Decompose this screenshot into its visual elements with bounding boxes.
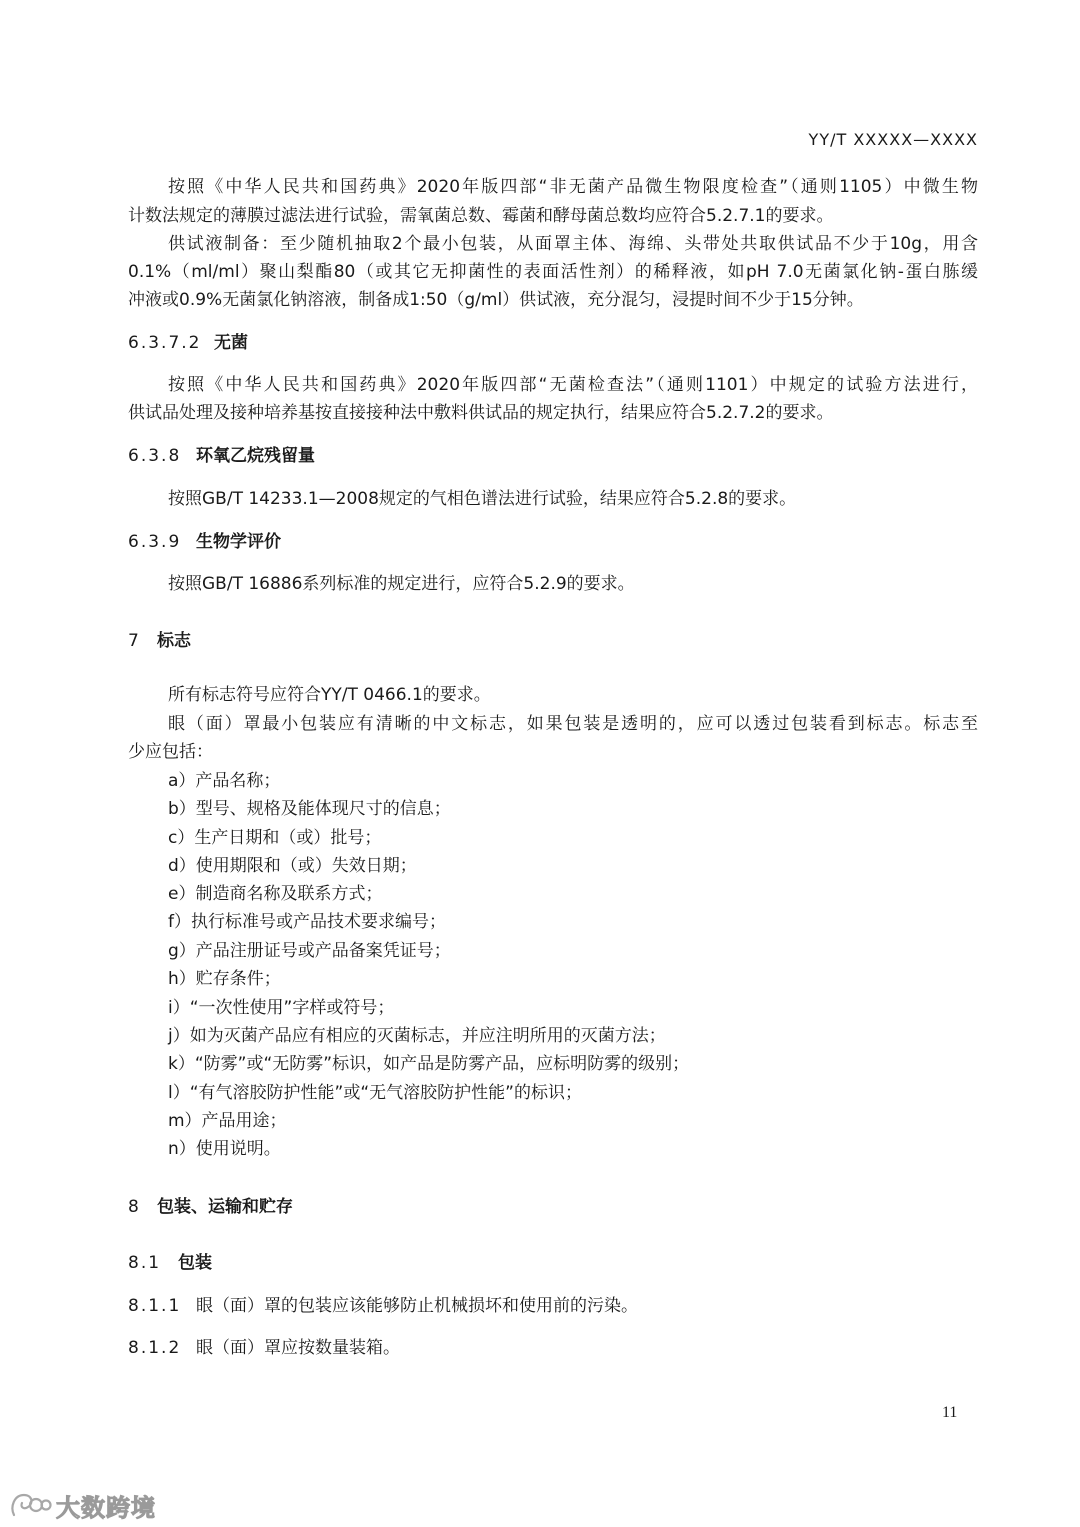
paragraph-line: 少应包括： [128, 742, 213, 762]
paragraph-line: 供试液制备：至少随机抽取2个最小包装，从面罩主体、海绵、头带处共取供试品不少于10g，用含 [168, 234, 978, 254]
paragraph-line: 0.1%（ml/ml）聚山梨酯80（或其它无抑菌性的表面活性剂）的稀释液，如pH 7.0无菌氯化钠-蛋白胨缓 [128, 262, 978, 282]
paragraph-line: 供试品处理及接种培养基按直接接种法中敷料供试品的规定执行，结果应符合5.2.7.2的要求。 [128, 403, 834, 423]
paragraph-line: 冲液或0.9%无菌氯化钠溶液，制备成1:50（g/ml）供试液，充分混匀，浸提时间不少于15分钟。 [128, 290, 864, 310]
section-title: 标志 [157, 631, 191, 651]
document-code: YY/T XXXXX—XXXX [808, 130, 978, 149]
section-number: 6.3.9 [128, 532, 182, 552]
paragraph-line: 按照《中华人民共和国药典》2020年版四部“非无菌产品微生物限度检查”（通则1105）中微生物 [168, 177, 978, 197]
paragraph-line: 按照《中华人民共和国药典》2020年版四部“无菌检查法”（通则1101）中规定的试验方法进行， [168, 375, 978, 395]
section-number: 6.3.8 [128, 446, 182, 466]
list-item: e）制造商名称及联系方式； [168, 884, 383, 904]
list-item: j）如为灭菌产品应有相应的灭菌标志，并应注明所用的灭菌方法； [168, 1026, 666, 1046]
list-item: n）使用说明。 [168, 1139, 281, 1159]
section-title: 无菌 [214, 333, 248, 353]
watermark-logo-icon [8, 1489, 52, 1521]
page-number: 11 [942, 1404, 958, 1421]
clause-text: 眼（面）罩的包装应该能够防止机械损坏和使用前的污染。 [196, 1296, 638, 1316]
paragraph-line: 眼（面）罩最小包装应有清晰的中文标志，如果包装是透明的，应可以透过包装看到标志。标志至 [168, 714, 978, 734]
list-item: d）使用期限和（或）失效日期； [168, 856, 417, 876]
watermark-text: 大数跨境 [56, 1493, 156, 1522]
section-number: 8.1 [128, 1253, 162, 1273]
clause-number: 8.1.2 [128, 1338, 182, 1358]
section-title: 生物学评价 [196, 532, 281, 552]
paragraph-line: 按照GB/T 16886系列标准的规定进行，应符合5.2.9的要求。 [168, 574, 635, 594]
list-item: m）产品用途； [168, 1111, 287, 1131]
list-item: c）生产日期和（或）批号； [168, 828, 382, 848]
paragraph-line: 所有标志符号应符合YY/T 0466.1的要求。 [168, 685, 491, 705]
section-title: 环氧乙烷残留量 [196, 446, 315, 466]
section-title: 包装、运输和贮存 [157, 1197, 293, 1217]
list-item: l）“有气溶胶防护性能”或“无气溶胶防护性能”的标识； [168, 1083, 582, 1103]
clause-number: 8.1.1 [128, 1296, 182, 1316]
list-item: b）型号、规格及能体现尺寸的信息； [168, 799, 451, 819]
watermark [8, 1488, 156, 1522]
list-item: a）产品名称； [168, 771, 281, 791]
section-number: 7 [128, 631, 141, 651]
paragraph-line: 按照GB/T 14233.1—2008规定的气相色谱法进行试验，结果应符合5.2.8的要求。 [168, 489, 797, 509]
list-item: g）产品注册证号或产品备案凭证号； [168, 941, 451, 961]
section-title: 包装 [178, 1253, 212, 1273]
list-item: k）“防雾”或“无防雾”标识，如产品是防雾产品，应标明防雾的级别； [168, 1054, 690, 1074]
list-item: f）执行标准号或产品技术要求编号； [168, 912, 446, 932]
section-number: 8 [128, 1197, 141, 1217]
list-item: h）贮存条件； [168, 969, 281, 989]
list-item: i）“一次性使用”字样或符号； [168, 998, 395, 1018]
clause-text: 眼（面）罩应按数量装箱。 [196, 1338, 400, 1358]
section-number: 6.3.7.2 [128, 333, 202, 353]
paragraph-line: 计数法规定的薄膜过滤法进行试验，需氧菌总数、霉菌和酵母菌总数均应符合5.2.7.1的要求。 [128, 206, 834, 226]
